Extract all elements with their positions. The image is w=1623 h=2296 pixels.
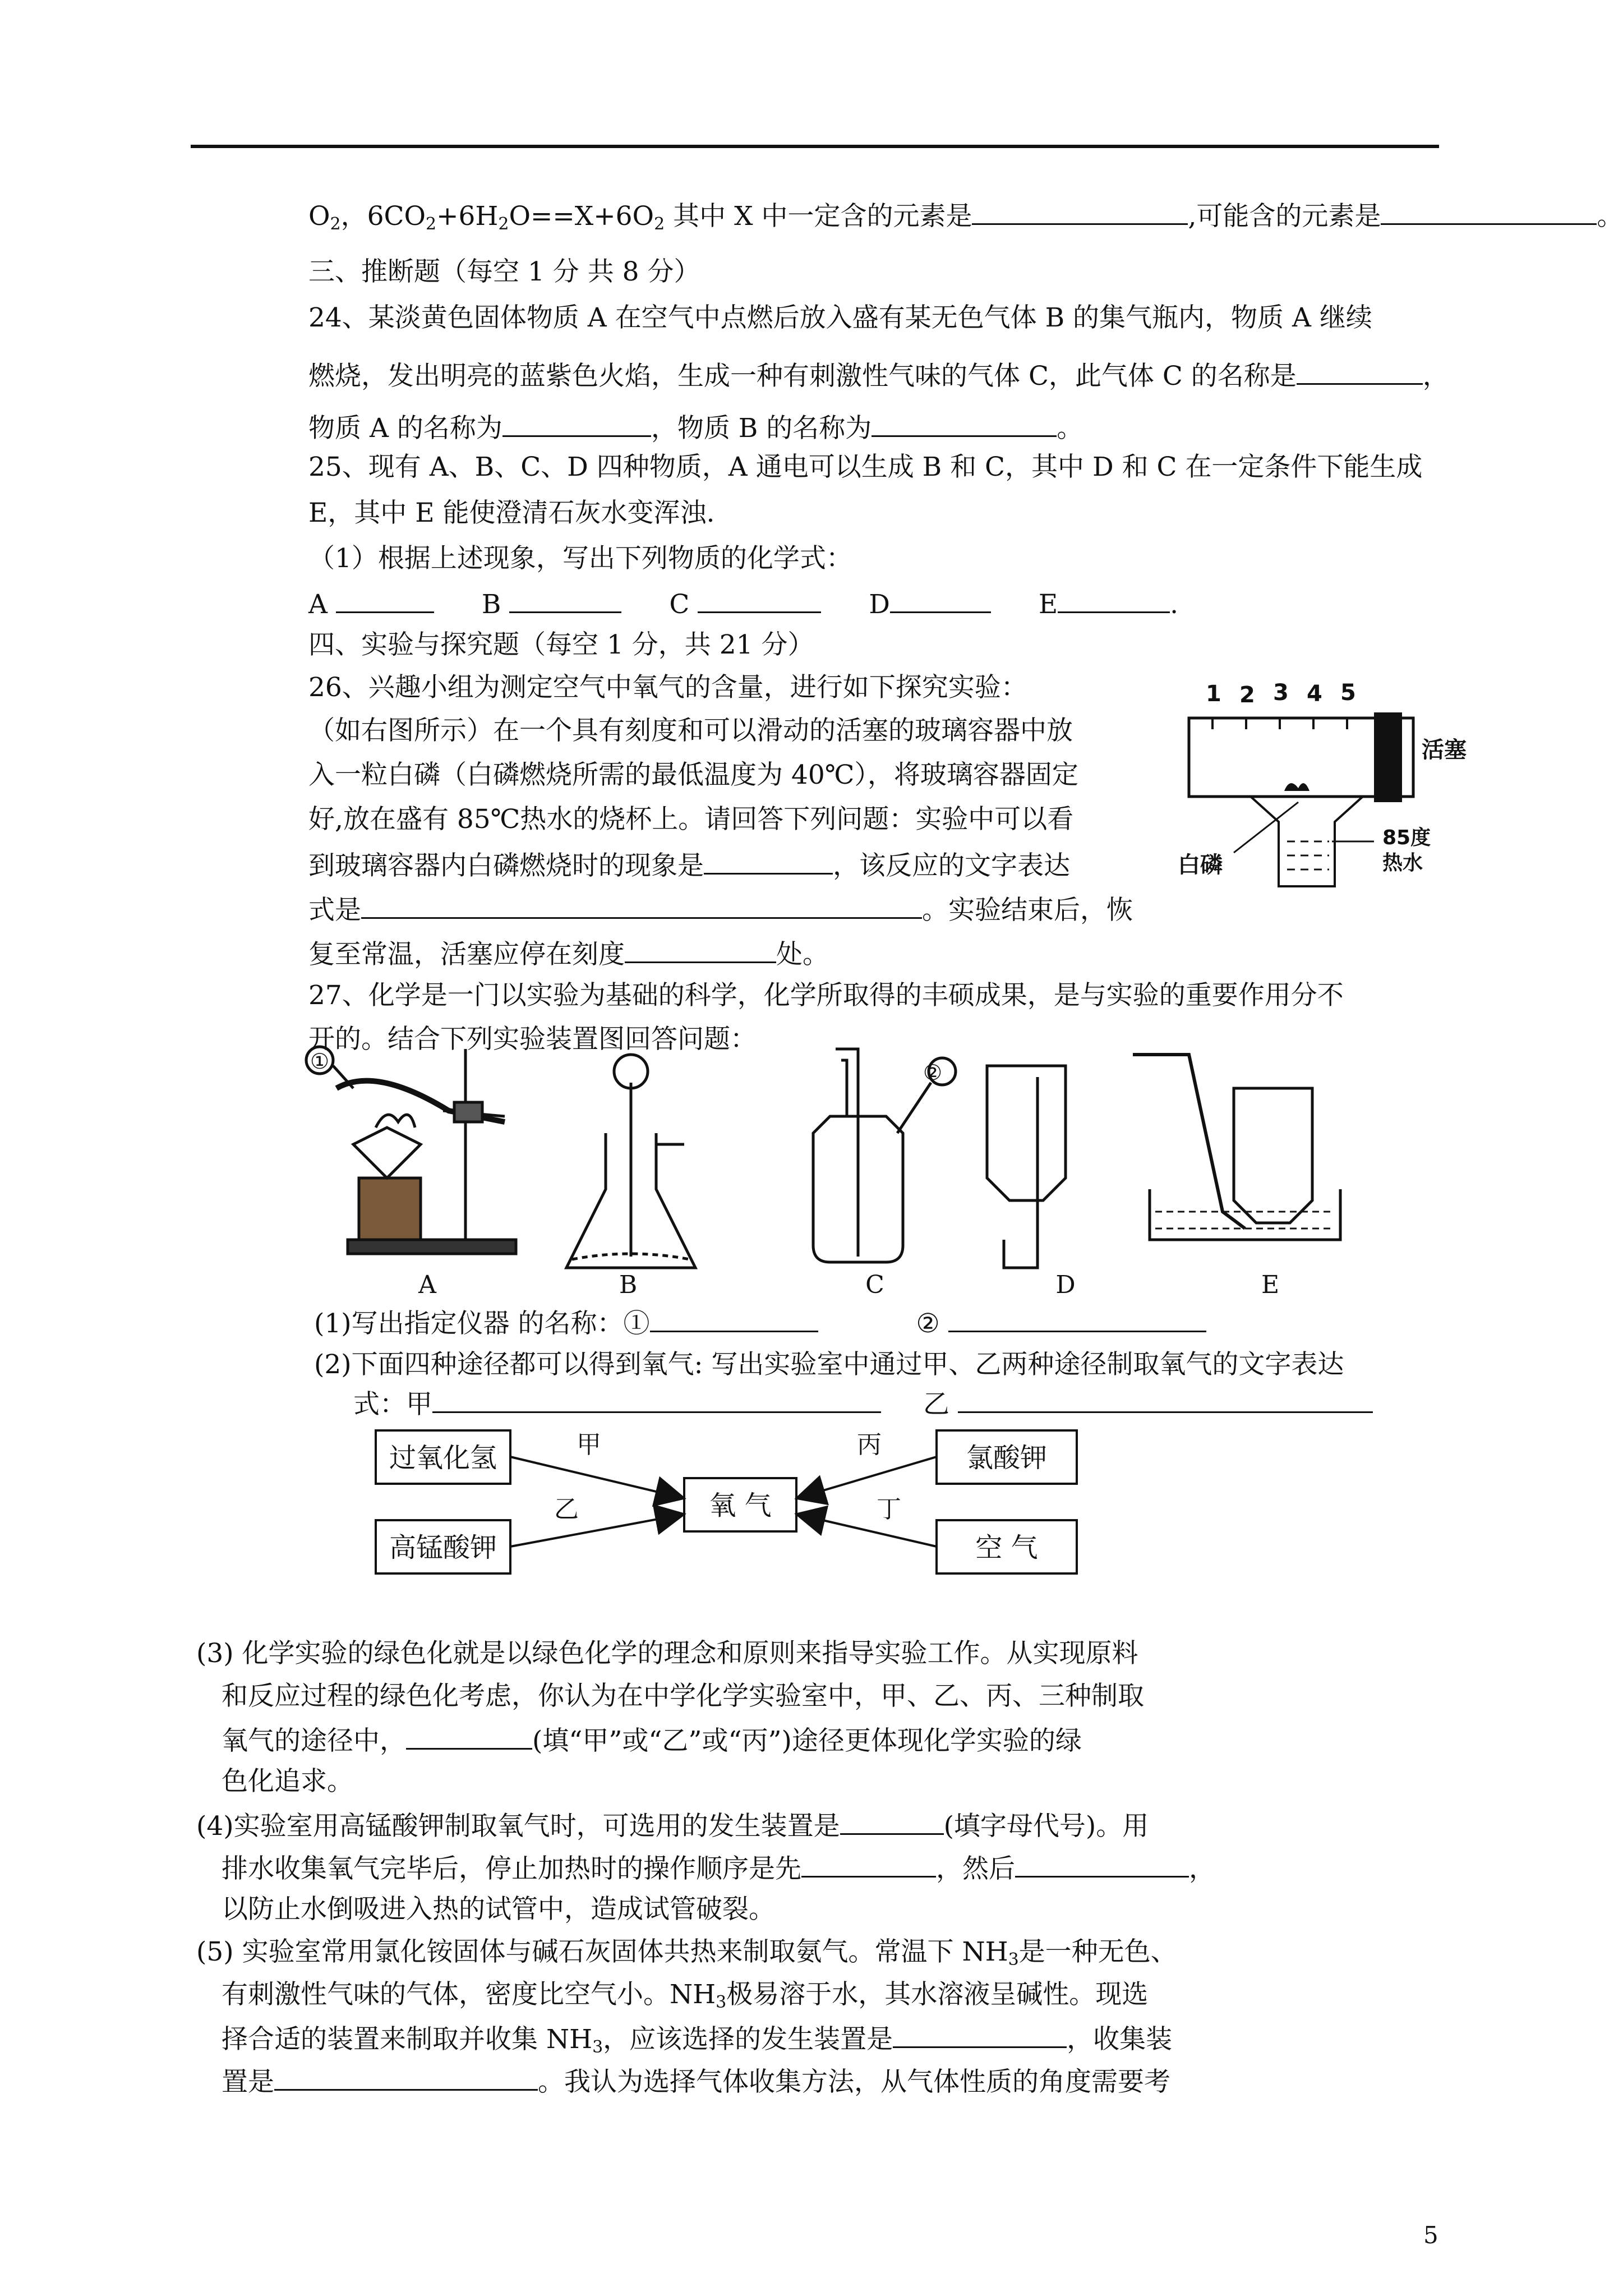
blank[interactable] [625,936,776,963]
blank[interactable] [893,2021,1067,2048]
blank[interactable] [361,891,922,919]
q25-line2: E，其中 E 能使澄清石灰水变浑浊. [308,498,715,528]
q27-line1: 27、化学是一门以实验为基础的科学，化学所取得的丰硕成果，是与实验的重要作用分不 [308,980,1344,1011]
q27-part4-line3: 以防止水倒吸进入热的试管中，造成试管破裂。 [222,1894,775,1925]
q27-part1: (1)写出指定仪器 的名称：① ② [314,1305,1206,1341]
q26-line6: 式是 。实验结束后，恢 [308,891,1133,927]
blank[interactable] [650,1305,818,1332]
q27-part3-line1: (3) 化学实验的绿色化就是以绿色化学的理念和原则来指导实验工作。从实现原料 [196,1638,1138,1669]
q27-part5-line2: 有刺激性气味的气体，密度比空气小。$NH_3$极易溶于水，其水溶液呈碱性。现选 [222,1979,1149,2012]
q26-line4: 好,放在盛有 85℃热水的烧杯上。请回答下列问题：实验中可以看 [308,804,1074,835]
water-label: 热水 [1382,852,1423,875]
path-ding: 丁 [877,1495,901,1524]
q26-apparatus-figure [1166,673,1481,909]
path-bing: 丙 [857,1430,882,1459]
section3-heading: 三、推断题（每空 1 分 共 8 分） [308,256,700,287]
scale-label: 3 [1273,680,1289,706]
blank[interactable] [1297,357,1423,385]
blank[interactable] [502,409,651,437]
header-rule [191,145,1439,148]
q27-part5-line4: 置是 。我认为选择气体收集方法，从气体性质的角度需要考 [222,2063,1170,2099]
path-yi: 乙 [554,1495,579,1524]
q26-line5: 到玻璃容器内白磷燃烧时的现象是 ，该反应的文字表达 [308,847,1070,883]
kmno4-box: 高锰酸钾 [389,1532,497,1563]
q27-part3-line3: 氧气的途径中， (填“甲”或“乙”或“丙”)途径更体现化学实验的绿 [222,1722,1082,1758]
q24-line3: 物质 A 的名称为 ，物质 B 的名称为 。 [308,409,1083,445]
scale-label: 1 [1206,681,1221,707]
blank[interactable] [972,197,1188,225]
blank[interactable] [704,847,833,875]
q26-line1: 26、兴趣小组为测定空气中氧气的含量，进行如下探究实验： [308,672,1027,703]
scale-label: 2 [1239,682,1255,708]
q27-part4-line1: (4)实验室用高锰酸钾制取氧气时，可选用的发生装置是 (填字母代号)。用 [196,1807,1149,1843]
apparatus-label-b: B [619,1271,638,1299]
kclo3-box: 氯酸钾 [966,1442,1048,1474]
q27-part4-line2: 排水收集氧气完毕后，停止加热时的操作顺序是先 ，然后 ， [222,1850,1215,1886]
air-box: 空 气 [975,1532,1038,1563]
q26-line2: （如右图所示）在一个具有刻度和可以滑动的活塞的玻璃容器中放 [308,715,1073,746]
blank[interactable] [432,1386,881,1413]
blank[interactable] [509,586,621,613]
section4-heading: 四、实验与探究题（每空 1 分，共 21 分） [308,629,814,660]
apparatus-label-d: D [1055,1271,1076,1299]
q24-line1: 24、某淡黄色固体物质 A 在空气中点燃后放入盛有某无色气体 B 的集气瓶内，物质 A 继续 [308,302,1372,333]
blank[interactable] [274,2063,538,2091]
scale-label: 5 [1340,680,1356,706]
q25-line1: 25、现有 A、B、C、D 四种物质，A 通电可以生成 B 和 C，其中 D 和 C 在一定条件下能生成 [308,452,1423,482]
oxygen-box: 氧 气 [709,1490,772,1521]
q25-blanks-line: A B C D E . [308,586,1178,622]
blank[interactable] [872,409,1057,437]
water-temp-label: 85度 [1382,826,1431,849]
path-jia: 甲 [577,1430,601,1459]
mark-2: ② [923,1060,943,1085]
blank[interactable] [1015,1850,1189,1878]
q27-part3-line2: 和反应过程的绿色化考虑，你认为在中学化学实验室中，甲、乙、丙、三种制取 [222,1681,1144,1711]
q26-line3: 入一粒白磷（白磷燃烧所需的最低温度为 40℃），将玻璃容器固定 [308,760,1078,790]
blank[interactable] [948,1305,1206,1332]
phosphorus-label: 白磷 [1178,852,1223,878]
blank[interactable] [406,1722,532,1750]
h2o2-box: 过氧化氢 [389,1442,497,1474]
piston-label: 活塞 [1422,737,1467,763]
blank[interactable] [698,586,821,613]
page-number: 5 [1423,2221,1438,2249]
q27-part2-line1: (2)下面四种途径都可以得到氧气: 写出实验室中通过甲、乙两种途径制取氧气的文字表达 [314,1349,1344,1380]
q26-line7: 复至常温，活塞应停在刻度 处。 [308,936,829,972]
blank[interactable] [1381,197,1597,225]
blank[interactable] [890,586,991,613]
q27-part3-line4: 色化追求。 [222,1766,353,1797]
q27-part2-line2: 式：甲 乙 [353,1386,1373,1421]
q27-part5-line1: (5) 实验室常用氯化铵固体与碱石灰固体共热来制取氨气。常温下 $NH_3$是一种无色、 [196,1936,1177,1970]
blank[interactable] [958,1386,1373,1413]
oxygen-pathways-diagram [365,1419,1105,1588]
apparatus-label-c: C [865,1271,884,1299]
blank[interactable] [840,1807,944,1835]
q27-apparatus-figure [303,1043,1396,1301]
apparatus-label-a: A [418,1271,436,1299]
q23-tail-line: $O_2$，$6CO_2+6H_2O==X+6O_2$ 其中 X 中一定含的元素是 ,可能含的元素是 。 [308,197,1623,241]
q25-line3: （1）根据上述现象，写出下列物质的化学式： [308,543,852,574]
scale-label: 4 [1307,681,1322,707]
q24-line2: 燃烧，发出明亮的蓝紫色火焰，生成一种有刺激性气味的气体 C，此气体 C 的名称是 ， [308,357,1449,393]
blank[interactable] [801,1850,936,1878]
mark-1: ① [310,1049,330,1074]
blank[interactable] [1058,586,1170,613]
q27-part5-line3: 择合适的装置来制取并收集 $NH_3$，应该选择的发生装置是 ，收集装 [222,2021,1172,2064]
blank[interactable] [336,586,434,613]
q27-line2: 开的。结合下列实验装置图回答问题： [308,1024,757,1055]
apparatus-label-e: E [1261,1271,1280,1299]
